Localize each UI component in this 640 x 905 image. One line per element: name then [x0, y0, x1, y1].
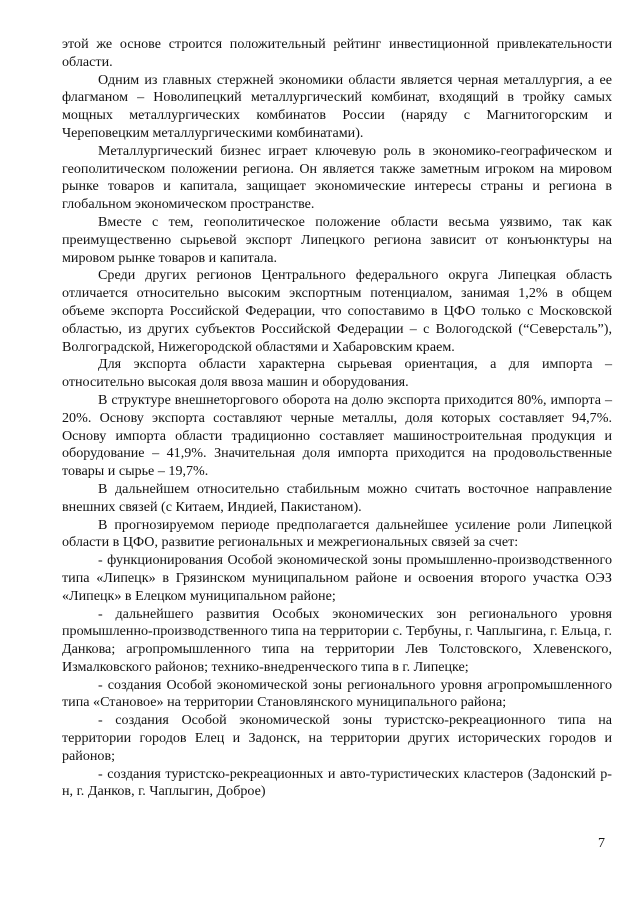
paragraph-9: В прогнозируемом периоде предполагается дальнейшее усиление роли Липецкой области в ЦФО, развитие региональных и межрегиональных связей за счет:: [62, 516, 612, 551]
paragraph-6: Для экспорта области характерна сырьевая ориентация, а для импорта – относительно высокая доля ввоза машин и оборудования.: [62, 356, 612, 391]
paragraph-7: В структуре внешнеторгового оборота на долю экспорта приходится 80%, импорта – 20%. Основу экспорта составляют черные металлы, доля которых составляет 94,7%. Основу импорта области традиционно составляет машиностроительная продукция и оборудование – 41,9%. Значительная доля импорта приходится на продовольственные товары и сырье – 19,7%.: [62, 391, 612, 480]
list-item-4: - создания Особой экономической зоны туристско-рекреационного типа на территории городов Елец и Задонск, на территории других исторических городов и районов;: [62, 712, 612, 764]
paragraph-8: В дальнейшем относительно стабильным можно считать восточное направление внешних связей (с Китаем, Индией, Пакистаном).: [62, 480, 612, 515]
list-item-1: - функционирования Особой экономической зоны промышленно-производственного типа «Липецк» в Грязинском муниципальном районе и освоения второго участка ОЭЗ «Липецк» в Елецком муниципальном районе;: [62, 552, 612, 604]
page-number: 7: [598, 836, 605, 851]
paragraph-4: Вместе с тем, геополитическое положение области весьма уязвимо, так как преимущественно сырьевой экспорт Липецкого региона зависит от конъюнктуры на мировом рынке товаров и капитала.: [62, 213, 612, 266]
list-item-5: - создания туристско-рекреационных и авто-туристических кластеров (Задонский р-н, г. Данков, г. Чаплыгин, Доброе): [62, 765, 612, 800]
list-item-2: - дальнейшего развития Особых экономических зон регионального уровня промышленно-производственного типа на территории с. Тербуны, г. Чаплыгина, г. Ельца, г. Данкова; агропромышленного типа на территории Лев Толстовского, Хлевенского, Измалковского районов; технико-внедренческого типа в г. Липецке;: [62, 605, 612, 675]
paragraph-5: Среди других регионов Центрального федерального округа Липецкая область отличается относительно высоким экспортным потенциалом, занимая 1,2% в общем объеме экспорта Российской Федерации, что сопоставимо в ЦФО только с Московской областью, из других субъектов Российской Федерации – с Вологодской (“Северсталь”), Волгоградской, Нижегородской областями и Хабаровским краем.: [62, 267, 612, 355]
list-item-3: - создания Особой экономической зоны регионального уровня агропромышленного типа «Становое» на территории Становлянского муниципального района;: [62, 676, 612, 711]
paragraph-3: Металлургический бизнес играет ключевую роль в экономико-географическом и геополитическом положении региона. Он является также заметным игроком на мировом рынке товаров и капитала, защищает экономические интересы страны и региона в глобальном экономическом пространстве.: [62, 142, 612, 213]
page-body: [62, 36, 612, 801]
paragraph-1: этой же основе строится положительный рейтинг инвестиционной привлекательности области.: [62, 36, 612, 70]
paragraph-2: Одним из главных стержней экономики области является черная металлургия, а ее флагманом – Новолипецкий металлургический комбинат, входящий в тройку самых мощных металлургических комбинатов России (наряду с Магнитогорским и Череповецким металлургическими комбинатами).: [62, 71, 612, 141]
